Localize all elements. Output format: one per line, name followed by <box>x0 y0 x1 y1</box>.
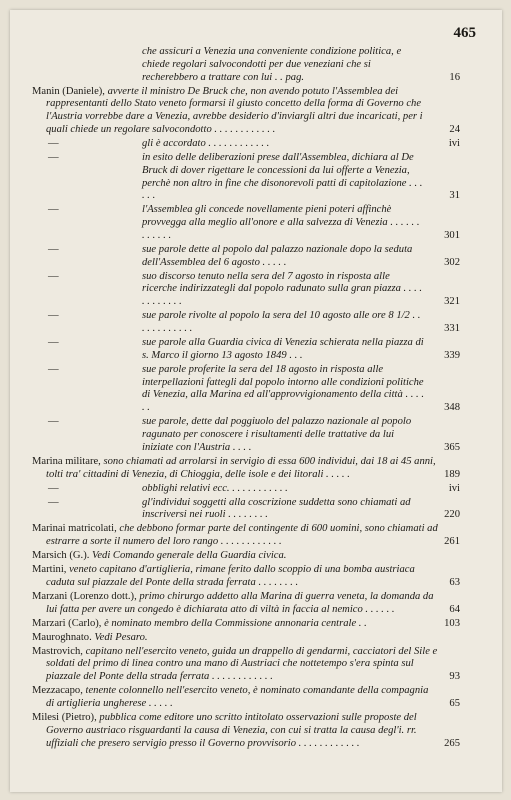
entry-dash: — <box>48 151 59 163</box>
page-reference: 31 <box>449 190 460 202</box>
index-entry <box>10 138 502 151</box>
page-reference: 301 <box>444 229 460 241</box>
page-reference: 189 <box>444 468 460 480</box>
entry-paragraph <box>142 364 424 415</box>
page-reference: ivi <box>448 137 460 149</box>
entry-dash: — <box>48 137 59 149</box>
index-page <box>10 10 502 792</box>
entry-paragraph <box>10 456 438 482</box>
entry-paragraph <box>142 310 424 336</box>
page-reference: 24 <box>449 123 460 135</box>
entry-paragraph <box>142 271 424 309</box>
entry-heading: Marsich (G.). <box>32 550 90 562</box>
page-reference: 64 <box>449 603 460 615</box>
entry-text: sue parole alla Guardia civica di Venezia schierata nella piazza di s. Marco il giorno 13 agosto 1849 . . . <box>142 337 424 361</box>
entry-paragraph <box>142 483 424 496</box>
entry-paragraph <box>10 618 438 631</box>
entry-paragraph <box>10 685 438 711</box>
entry-text: che assicuri a Venezia una conveniente condizione politica, e chiede regolari salvocondotti per due veneziani che si recherebbero a trattare con lui . . pag. <box>142 46 402 83</box>
index-entry <box>10 271 502 309</box>
index-entry <box>10 337 502 363</box>
entry-text: sue parole, dette dal poggiuolo del palazzo nazionale al popolo ragunato per conoscere i risultamenti delle trattative da lui iniziate con l'Austria . . . . <box>142 416 412 453</box>
page-reference: 365 <box>444 441 460 453</box>
page-reference: 265 <box>444 737 460 749</box>
entry-heading: Milesi (Pietro), <box>32 711 97 723</box>
entry-text: tenente colonnello nell'esercito veneto, è nominato comandante della compagnia di artiglieria ungherese . . . . . <box>46 685 429 709</box>
index-entry <box>10 523 502 549</box>
index-entry <box>10 646 502 684</box>
page-reference: 65 <box>449 697 460 709</box>
entry-paragraph <box>142 416 424 454</box>
entry-heading: Marzari (Carlo), <box>32 617 102 629</box>
page-reference: 16 <box>449 71 460 83</box>
entry-text: Vedi Comando generale della Guardia civica. <box>92 550 287 562</box>
index-entry <box>10 244 502 270</box>
index-entry <box>10 550 502 563</box>
entry-text: Vedi Pesaro. <box>94 631 148 643</box>
index-entry <box>10 618 502 631</box>
index-entry <box>10 86 502 137</box>
entry-dash: — <box>48 270 59 282</box>
entry-heading: Manin (Daniele), <box>32 85 105 97</box>
entry-paragraph <box>10 564 438 590</box>
entry-text: sono chiamati ad arrolarsi in servigio di essa 600 individui, dai 18 ai 45 anni, tolti tra' cittadini di Venezia, di Chioggia, delle isole e dei litorali . . . . . <box>46 455 436 480</box>
entry-text: gl'individui soggetti alla coscrizione suddetta sono chiamati ad inscriversi nei ruoli . . . . . . . . <box>142 496 411 521</box>
index-entry <box>10 685 502 711</box>
index-entry <box>10 712 502 750</box>
entry-text: avverte il ministro De Bruck che, non avendo potuto l'Assemblea dei rappresentanti dello Stato veneto formarsi il giusto concetto della forma di Governo che l'Austria vorrebbe dare a Venezia, avrebbe desiderio d'inviargli altri due incaricati, per i quali chiede un regolare salvocondotto . . . . . . . . . . . . <box>46 85 423 135</box>
page-reference: 302 <box>444 256 460 268</box>
index-entry <box>10 497 502 523</box>
entry-heading: Mastrovich, <box>32 645 83 657</box>
entry-text: pubblica come editore uno scritto intitolato osservazioni sulle proposte del Governo austriaco risguardanti la causa di Venezia, con cui si tratta la causa degl'i. rr. uffiziali che presero servigio presso il Governo provvisorio . . . . . . . . . . . . <box>46 711 417 749</box>
entry-heading: Mezzacapo, <box>32 685 83 697</box>
index-entries <box>10 46 502 792</box>
page-reference: 220 <box>444 509 460 521</box>
entry-paragraph <box>142 204 424 242</box>
entry-heading: Martini, <box>32 564 67 576</box>
index-entry <box>10 416 502 454</box>
entry-dash: — <box>48 337 59 349</box>
entry-paragraph <box>142 497 424 523</box>
entry-paragraph <box>10 646 438 684</box>
entry-dash: — <box>48 310 59 322</box>
entry-heading: Marinai matricolati, <box>32 523 117 535</box>
index-entry <box>10 364 502 415</box>
entry-heading: Marzani (Lorenzo dott.), <box>32 590 137 602</box>
index-entry <box>10 632 502 645</box>
index-entry <box>10 591 502 617</box>
entry-text: sue parole rivolte al popolo la sera del 10 agosto alle ore 8 1/2 . . . . . . . . . . . . <box>142 310 421 335</box>
entry-paragraph <box>142 138 424 151</box>
index-entry <box>10 564 502 590</box>
page-number: 465 <box>453 25 476 41</box>
page-reference: 63 <box>449 576 460 588</box>
entry-dash: — <box>48 416 59 428</box>
page-reference: 339 <box>444 349 460 361</box>
index-entry <box>10 46 502 84</box>
entry-paragraph <box>142 46 424 84</box>
entry-text: gli è accordato . . . . . . . . . . . . <box>142 137 270 149</box>
index-entry <box>10 152 502 203</box>
entry-text: sue parole dette al popolo dal palazzo nazionale dopo la seduta dell'Assemblea del 6 agosto . . . . . <box>142 243 413 268</box>
entry-text: suo discorso tenuto nella sera del 7 agosto in risposta alle ricerche indirizzategli dal popolo radunato sulla gran piazza . . . . . . . . . . . . <box>142 270 423 308</box>
entry-paragraph <box>142 244 424 270</box>
entry-text: capitano nell'esercito veneto, guida un drappello di gendarmi, cacciatori del Sile e soldati del primo di linea contro una mano di Austriaci che nottetempo s'era spinta sul piazzale del Ponte della strada ferrata . . . . . . . . . . . . <box>46 645 438 683</box>
page-reference: 331 <box>444 323 460 335</box>
entry-dash: — <box>48 243 59 255</box>
page-reference: ivi <box>448 482 460 494</box>
index-entry <box>10 204 502 242</box>
entry-text: sue parole proferite la sera del 18 agosto in risposta alle interpellazioni fattegli dal popolo intorno alle condizioni politiche di Venezia, alla Marina ed all'approvvigionamento della città . . . . . . <box>142 363 424 414</box>
entry-paragraph <box>10 523 438 549</box>
entry-paragraph <box>142 337 424 363</box>
entry-dash: — <box>48 204 59 216</box>
entry-dash: — <box>48 482 59 494</box>
entry-paragraph <box>10 591 438 617</box>
entry-text: in esito delle deliberazioni prese dall'Assemblea, dichiara al De Bruck di dover rigettare le concessioni da lui offerte a Venezia, perchè non altro in fine che disonorevoli patti di capitolazione . . . . . . <box>142 151 423 202</box>
page-reference: 93 <box>449 671 460 683</box>
entry-text: è nominato membro della Commissione annonaria centrale . . <box>104 617 367 629</box>
entry-text: primo chirurgo addetto alla Marina di guerra veneta, la domanda da lui fatta per avere un congedo è dichiarata atto di viltà in faccia al nemico . . . . . . <box>46 590 434 615</box>
entry-heading: Marina militare, <box>32 455 101 467</box>
index-entry <box>10 483 502 496</box>
index-entry <box>10 310 502 336</box>
page-reference: 103 <box>444 617 460 629</box>
entry-text: che debbono formar parte del contingente di 600 uomini, sono chiamati ad estrarre a sorte il numero del loro rango . . . . . . . . . . . . <box>46 523 438 548</box>
entry-text: veneto capitano d'artiglieria, rimane ferito dallo scoppio di una bomba austriaca caduta sul piazzale del Ponte della strada ferrata . . . . . . . . <box>46 564 415 588</box>
entry-paragraph <box>10 86 438 137</box>
page-reference: 321 <box>444 296 460 308</box>
entry-paragraph <box>10 712 438 750</box>
entry-dash: — <box>48 363 59 375</box>
entry-paragraph <box>10 632 438 645</box>
entry-paragraph <box>10 550 438 563</box>
index-entry <box>10 456 502 482</box>
entry-paragraph <box>142 152 424 203</box>
page-reference: 261 <box>444 536 460 548</box>
entry-heading: Mauroghnato. <box>32 631 92 643</box>
entry-text: obblighi relativi ecc. . . . . . . . . . . . <box>142 482 288 494</box>
entry-dash: — <box>48 496 59 508</box>
entry-text: l'Assemblea gli concede novellamente pieni poteri affinchè provvegga alla meglio all'onore e alla salvezza di Venezia . . . . . . . . . . . . <box>142 204 420 241</box>
page-reference: 348 <box>444 402 460 414</box>
